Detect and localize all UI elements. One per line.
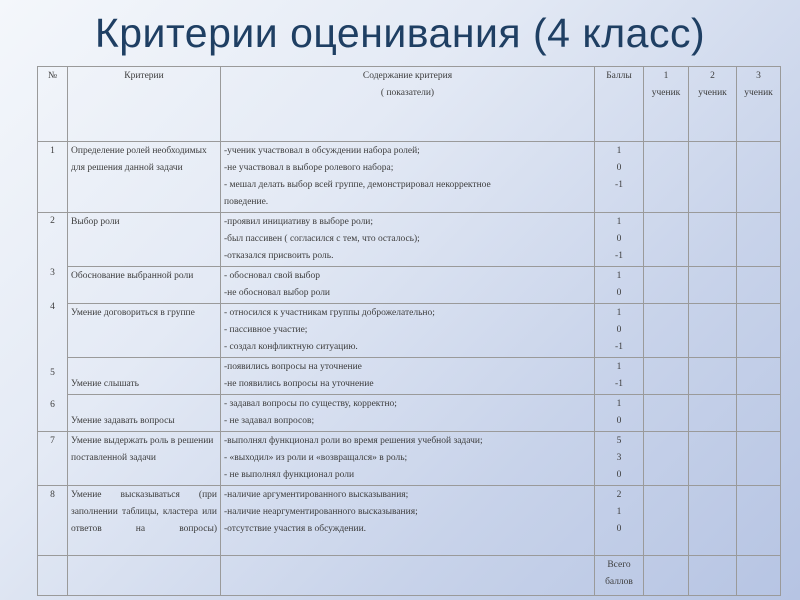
student-3-score-cell[interactable] [737, 358, 781, 395]
table-row [38, 486, 781, 556]
content-line: -отказался присвоить роль. [224, 251, 334, 261]
points-value: 1 [616, 362, 622, 372]
student-2-score-cell[interactable] [689, 395, 737, 432]
student-1-score-cell[interactable] [644, 213, 689, 267]
student-2-score-cell[interactable] [689, 267, 737, 304]
content-line: - обосновал свой выбор [224, 271, 320, 281]
header-content-line2: ( показатели) [380, 88, 435, 98]
content-line: -проявил инициативу в выборе роли; [224, 217, 374, 227]
content-line: поведение. [224, 197, 269, 207]
student-3-score-cell[interactable] [737, 213, 781, 267]
header-student-1-num: 1 [663, 71, 669, 81]
row-num: 8 [38, 486, 68, 556]
points-value: -1 [615, 180, 623, 190]
criterion-cell: Умение выдержать роль в решении поставленной задачи [68, 432, 221, 486]
content-line: -отсутствие участия в обсуждении. [224, 524, 367, 534]
content-line: -не участвовал в выборе ролевого набора; [224, 163, 394, 173]
points-value: 3 [616, 453, 622, 463]
content-cell [221, 304, 595, 358]
points-cell [595, 486, 644, 556]
student-3-score-cell[interactable] [737, 432, 781, 486]
row-num: 2 [50, 216, 55, 226]
content-line: - задавал вопросы по существу, корректно; [224, 399, 397, 409]
criterion-cell: Умение договориться в группе [68, 304, 221, 358]
points-value: 2 [616, 490, 622, 500]
table-header-row [38, 67, 781, 142]
content-cell [221, 486, 595, 556]
student-1-score-cell[interactable] [644, 395, 689, 432]
points-value: 0 [616, 163, 622, 173]
content-line: -не обосновал выбор роли [224, 288, 331, 298]
student-3-score-cell[interactable] [737, 267, 781, 304]
student-1-score-cell[interactable] [644, 432, 689, 486]
points-value: 1 [616, 308, 622, 318]
header-student-3-label: ученик [744, 88, 773, 98]
table-row [38, 267, 781, 304]
row-num: 3 [50, 268, 55, 278]
header-student-3-num: 3 [756, 71, 761, 81]
criteria-table [37, 66, 781, 596]
points-value: 1 [616, 217, 622, 227]
row-num: 7 [38, 432, 68, 486]
content-line: -ученик участвовал в обсуждении набора ролей; [224, 146, 420, 156]
points-value: 0 [616, 234, 622, 244]
total-row [38, 556, 781, 596]
header-content-line1: Содержание критерия [362, 71, 453, 81]
points-value: 0 [616, 524, 622, 534]
student-3-score-cell[interactable] [737, 486, 781, 556]
student-1-score-cell[interactable] [644, 304, 689, 358]
content-line: -выполнял функционал роли во время решения учебной задачи; [224, 436, 483, 446]
criterion-cell: Умение слышать [68, 358, 221, 395]
empty-cell [221, 556, 595, 596]
student-1-score-cell[interactable] [644, 486, 689, 556]
header-criteria: Критерии [68, 67, 221, 142]
points-cell [595, 267, 644, 304]
student-3-score-cell[interactable] [737, 304, 781, 358]
student-3-total-cell[interactable] [737, 556, 781, 596]
header-student-2-num: 2 [710, 71, 715, 81]
table-row [38, 142, 781, 213]
total-label-line2: баллов [605, 577, 633, 587]
total-label-line1: Всего [607, 560, 631, 570]
student-1-score-cell[interactable] [644, 358, 689, 395]
row-num: 4 [50, 302, 55, 312]
points-value: 0 [616, 288, 622, 298]
student-2-score-cell[interactable] [689, 304, 737, 358]
criterion-cell: Умение задавать вопросы [68, 395, 221, 432]
points-value: -1 [615, 251, 623, 261]
empty-cell [38, 556, 68, 596]
student-1-score-cell[interactable] [644, 142, 689, 213]
header-student-1-label: ученик [651, 88, 681, 98]
criterion-cell: Выбор роли [68, 213, 221, 267]
content-cell [221, 432, 595, 486]
points-value: 1 [616, 146, 622, 156]
content-line: -наличие неаргументированного высказывания; [224, 507, 418, 517]
table-row [38, 213, 781, 267]
empty-cell [68, 556, 221, 596]
table-row [38, 395, 781, 432]
points-value: 1 [616, 399, 622, 409]
content-line: -не появились вопросы на уточнение [224, 379, 374, 389]
criterion-cell: Определение ролей необходимых для решения данной задачи [68, 142, 221, 213]
table-row [38, 304, 781, 358]
student-3-score-cell[interactable] [737, 142, 781, 213]
points-value: -1 [615, 379, 623, 389]
content-cell [221, 142, 595, 213]
points-cell [595, 213, 644, 267]
points-cell [595, 358, 644, 395]
student-3-score-cell[interactable] [737, 395, 781, 432]
points-value: 0 [616, 325, 622, 335]
header-num: № [38, 67, 68, 142]
student-2-score-cell[interactable] [689, 213, 737, 267]
content-cell [221, 267, 595, 304]
content-line: - «выходил» из роли и «возвращался» в роль; [224, 453, 408, 463]
content-line: - относился к участникам группы доброжелательно; [224, 308, 435, 318]
points-value: 0 [616, 416, 622, 426]
content-cell [221, 213, 595, 267]
row-num: 6 [50, 400, 55, 410]
content-line: - мешал делать выбор всей группе, демонстрировал некорректное [224, 180, 491, 190]
student-2-score-cell[interactable] [689, 486, 737, 556]
content-line: -появились вопросы на уточнение [224, 362, 362, 372]
content-line: - не задавал вопросов; [224, 416, 315, 426]
points-cell [595, 142, 644, 213]
header-student-2 [689, 67, 737, 142]
points-value: 0 [616, 470, 622, 480]
header-student-2-label: ученик [698, 88, 727, 98]
slide-title: Критерии оценивания (4 класс) [94, 10, 706, 56]
points-value: -1 [615, 342, 623, 352]
header-student-3 [737, 67, 781, 142]
student-1-score-cell[interactable] [644, 267, 689, 304]
content-cell [221, 358, 595, 395]
student-2-score-cell[interactable] [689, 142, 737, 213]
content-line: - создал конфликтную ситуацию. [224, 342, 358, 352]
points-value: 5 [616, 436, 622, 446]
total-label [595, 556, 644, 596]
points-value: 1 [616, 271, 622, 281]
header-content [221, 67, 595, 142]
criterion-cell: Обоснование выбранной роли [68, 267, 221, 304]
table-row [38, 358, 781, 395]
content-cell [221, 395, 595, 432]
criterion-cell: Умение высказываться (при заполнении таблицы, кластера или ответов на вопросы) [68, 486, 221, 556]
student-1-total-cell[interactable] [644, 556, 689, 596]
content-line: -был пассивен ( согласился с тем, что осталось); [224, 234, 420, 244]
content-line: - не выполнял функционал роли [224, 470, 355, 480]
content-line: - пассивное участие; [224, 325, 308, 335]
content-line: -наличие аргументированного высказывания; [224, 490, 409, 500]
points-cell [595, 304, 644, 358]
merged-num-cell [38, 213, 68, 432]
row-num: 1 [38, 142, 68, 213]
student-2-score-cell[interactable] [689, 432, 737, 486]
student-2-score-cell[interactable] [689, 358, 737, 395]
points-cell [595, 432, 644, 486]
header-points: Баллы [595, 67, 644, 142]
row-num: 5 [50, 368, 55, 378]
table-row [38, 432, 781, 486]
student-2-total-cell[interactable] [689, 556, 737, 596]
points-value: 1 [616, 507, 622, 517]
header-student-1 [644, 67, 689, 142]
points-cell [595, 395, 644, 432]
